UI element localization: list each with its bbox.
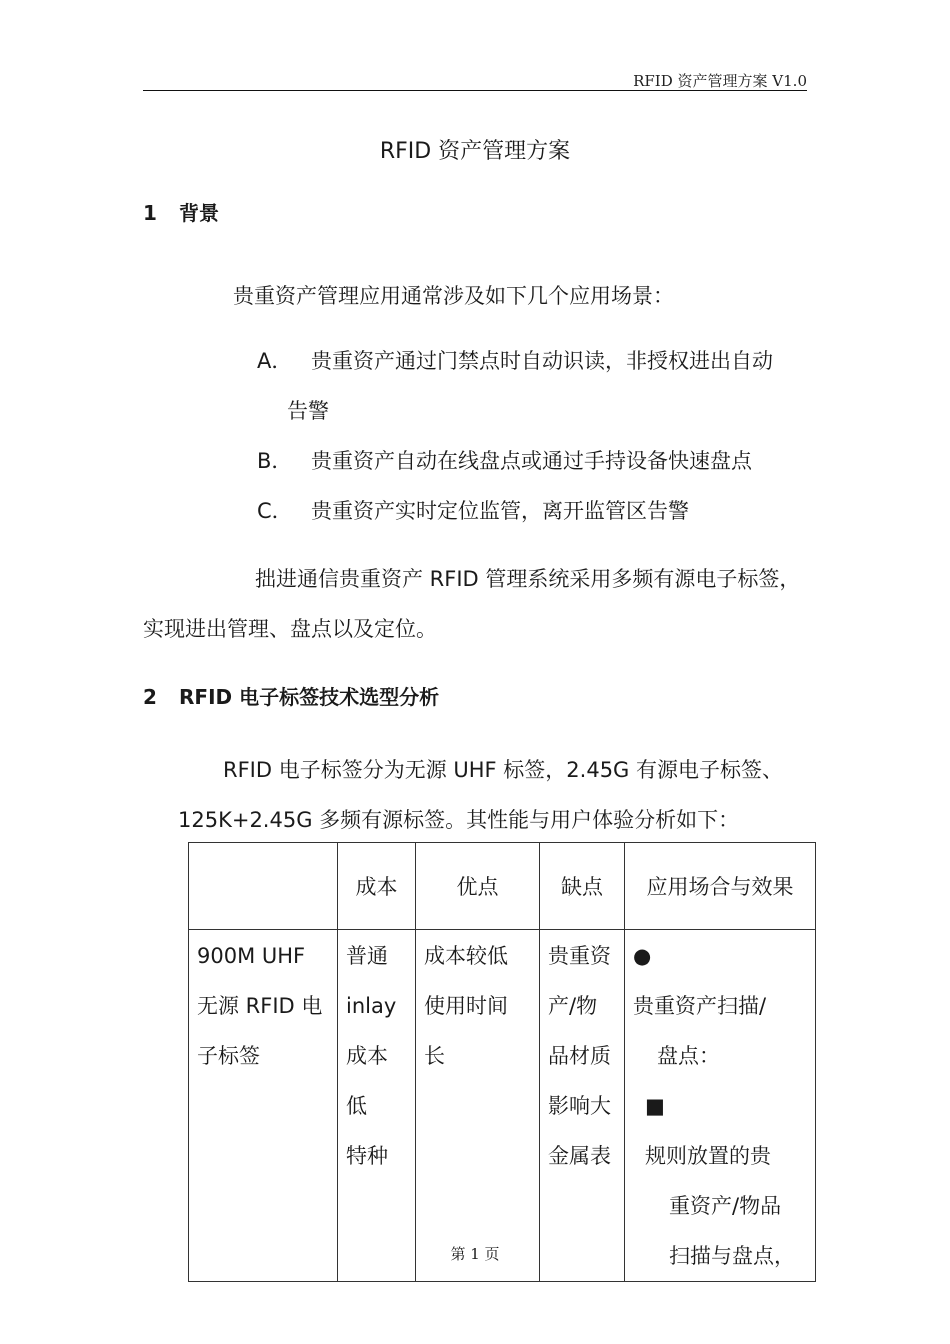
list-text: 贵重资产通过门禁点时自动识读，非授权进出自动	[311, 349, 773, 373]
document-title: RFID 资产管理方案	[379, 139, 571, 164]
running-header: RFID 资产管理方案 V1.0	[633, 72, 807, 90]
selection-intro-line1: RFID 电子标签分为无源 UHF 标签，2.45G 有源电子标签、	[223, 758, 784, 782]
list-item-a-continuation: 告警	[287, 399, 329, 423]
table-header-row	[189, 843, 816, 930]
cell-cost: 普通 inlay 成本 低 特种	[338, 930, 416, 1282]
cell-tag-type: 900M UHF 无源 RFID 电 子标签	[189, 930, 338, 1282]
list-text: 贵重资产实时定位监管，离开监管区告警	[311, 499, 689, 523]
section-number: 2	[143, 685, 157, 709]
section-title: 背景	[179, 201, 219, 225]
header-cell-application: 应用场合与效果	[625, 843, 816, 930]
selection-intro-line2: 125K+2.45G 多频有源标签。其性能与用户体验分析如下：	[178, 808, 740, 832]
background-intro: 贵重资产管理应用通常涉及如下几个应用场景：	[233, 284, 674, 308]
header-cell-type	[189, 843, 338, 930]
header-rule	[143, 90, 807, 91]
section-heading-2	[143, 681, 439, 710]
section-title: RFID 电子标签技术选型分析	[179, 685, 440, 709]
list-text: 贵重资产自动在线盘点或通过手持设备快速盘点	[311, 449, 752, 473]
list-label: C．	[257, 499, 293, 523]
section-number: 1	[143, 201, 157, 225]
list-item-b	[257, 445, 752, 475]
list-label: A．	[257, 349, 293, 373]
table-row	[189, 930, 816, 1282]
list-item-a	[257, 345, 773, 375]
cell-application: ● 贵重资产扫描/ 盘点： ■ 规则放置的贵 重资产/物品 扫描与盘点，	[625, 930, 816, 1282]
square-bullet-icon: ■	[645, 1094, 665, 1118]
cell-cons: 贵重资 产/物 品材质 影响大 金属表	[540, 930, 625, 1282]
page-number: 第 1 页	[450, 1245, 500, 1263]
section-heading-1	[143, 197, 219, 226]
list-item-c	[257, 495, 689, 525]
cell-pros: 成本较低 使用时间 长	[416, 930, 540, 1282]
circle-bullet-icon: ●	[633, 944, 652, 968]
header-cell-pros: 优点	[416, 843, 540, 930]
background-summary-line1: 拙进通信贵重资产 RFID 管理系统采用多频有源电子标签，	[255, 567, 801, 591]
header-cell-cost: 成本	[338, 843, 416, 930]
list-label: B．	[257, 449, 293, 473]
tag-comparison-table	[188, 842, 816, 1282]
header-cell-cons: 缺点	[540, 843, 625, 930]
background-summary-line2: 实现进出管理、盘点以及定位。	[143, 617, 437, 641]
